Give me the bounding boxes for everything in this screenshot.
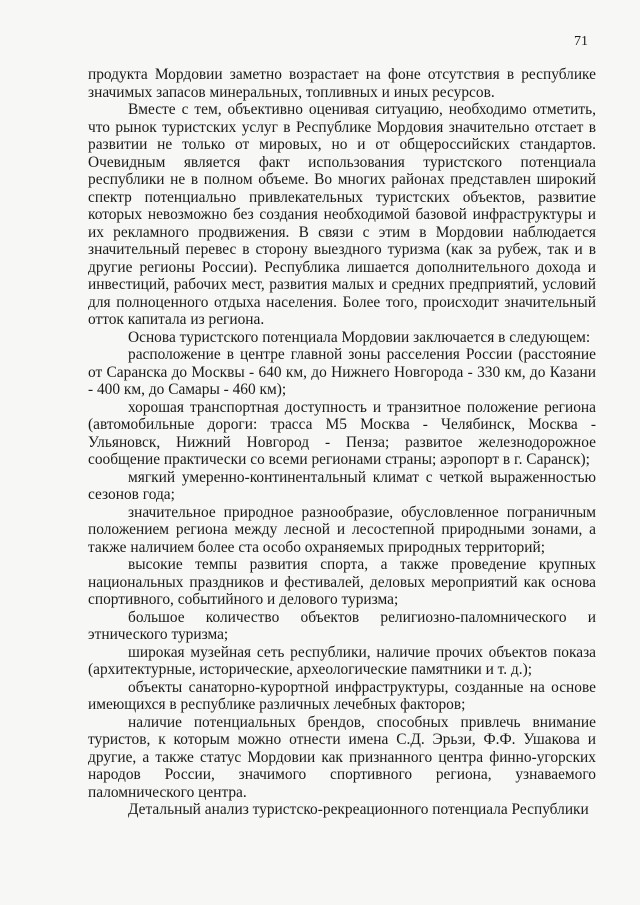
paragraph: Детальный анализ туристско-рекреационного потенциала Республики: [128, 801, 589, 818]
list-item: наличие потенциальных брендов, способных привлечь внимание туристов, к которым можно отнести имена С.Д. Эрьзи, Ф.Ф. Ушакова и другие, а также статус Мордовии как признанного центра финно-угорских народов России, значимого спортивного региона, узнаваемого паломнического центра.: [88, 713, 596, 801]
list-item: высокие темпы развития спорта, а также проведение крупных национальных праздников и фестивалей, деловых мероприятий как основа спортивного, событийного и делового туризма;: [88, 556, 596, 608]
paragraph: продукта Мордовии заметно возрастает на фоне отсутствия в республике значимых запасов минеральных, топливных и иных ресурсов.: [88, 66, 596, 101]
list-item: широкая музейная сеть республики, наличие прочих объектов показа (архитектурные, исторические, археологические памятники и т. д.);: [88, 643, 596, 678]
list-item: значительное природное разнообразие, обусловленное пограничным положением региона между лесной и лесостепной природными зонами, а также наличием более ста особо охраняемых природных территорий;: [88, 503, 596, 556]
list-item: большое количество объектов религиозно-паломнического и этнического туризма;: [88, 608, 596, 643]
list-item: хорошая транспортная доступность и транзитное положение региона (автомобильные дороги: трасса М5 Москва - Челябинск, Москва - Ульяновск, Нижний Новгород - Пенза; развитое железнодорожное сообщение практически со всеми регионами страны; аэропорт в г. Саранск);: [88, 398, 596, 468]
list-item: мягкий умеренно-континентальный климат с четкой выраженностью сезонов года;: [88, 468, 596, 503]
body-text: [88, 66, 596, 819]
page-number: 71: [574, 34, 588, 49]
paragraph: Вместе с тем, объективно оценивая ситуацию, необходимо отметить, что рынок туристских услуг в Республике Мордовия значительно отстает в развитии не только от мировых, но и от общероссийских стандартов. Очевидным является факт использования туристского потенциала республики не в полном объеме. Во многих районах представлен широкий спектр потенциально привлекательных туристских объектов, развитие которых невозможно без создания необходимой базовой инфраструктуры и их рекламного продвижения. В связи с этим в Мордовии наблюдается значительный перевес в сторону выездного туризма (как за рубеж, так и в другие регионы России). Республика лишается дополнительного дохода и инвестиций, рабочих мест, развития малых и средних предприятий, условий для полноценного отдыха населения. Более того, происходит значительный отток капитала из региона.: [88, 101, 596, 328]
paragraph: Основа туристского потенциала Мордовии заключается в следующем:: [128, 328, 591, 346]
list-item: расположение в центре главной зоны расселения России (расстояние от Саранска до Москвы - 640 км, до Нижнего Новгорода - 330 км, до Казани - 400 км, до Самары - 460 км);: [88, 346, 596, 398]
list-item: объекты санаторно-курортной инфраструктуры, созданные на основе имеющихся в республике различных лечебных факторов;: [88, 678, 596, 713]
